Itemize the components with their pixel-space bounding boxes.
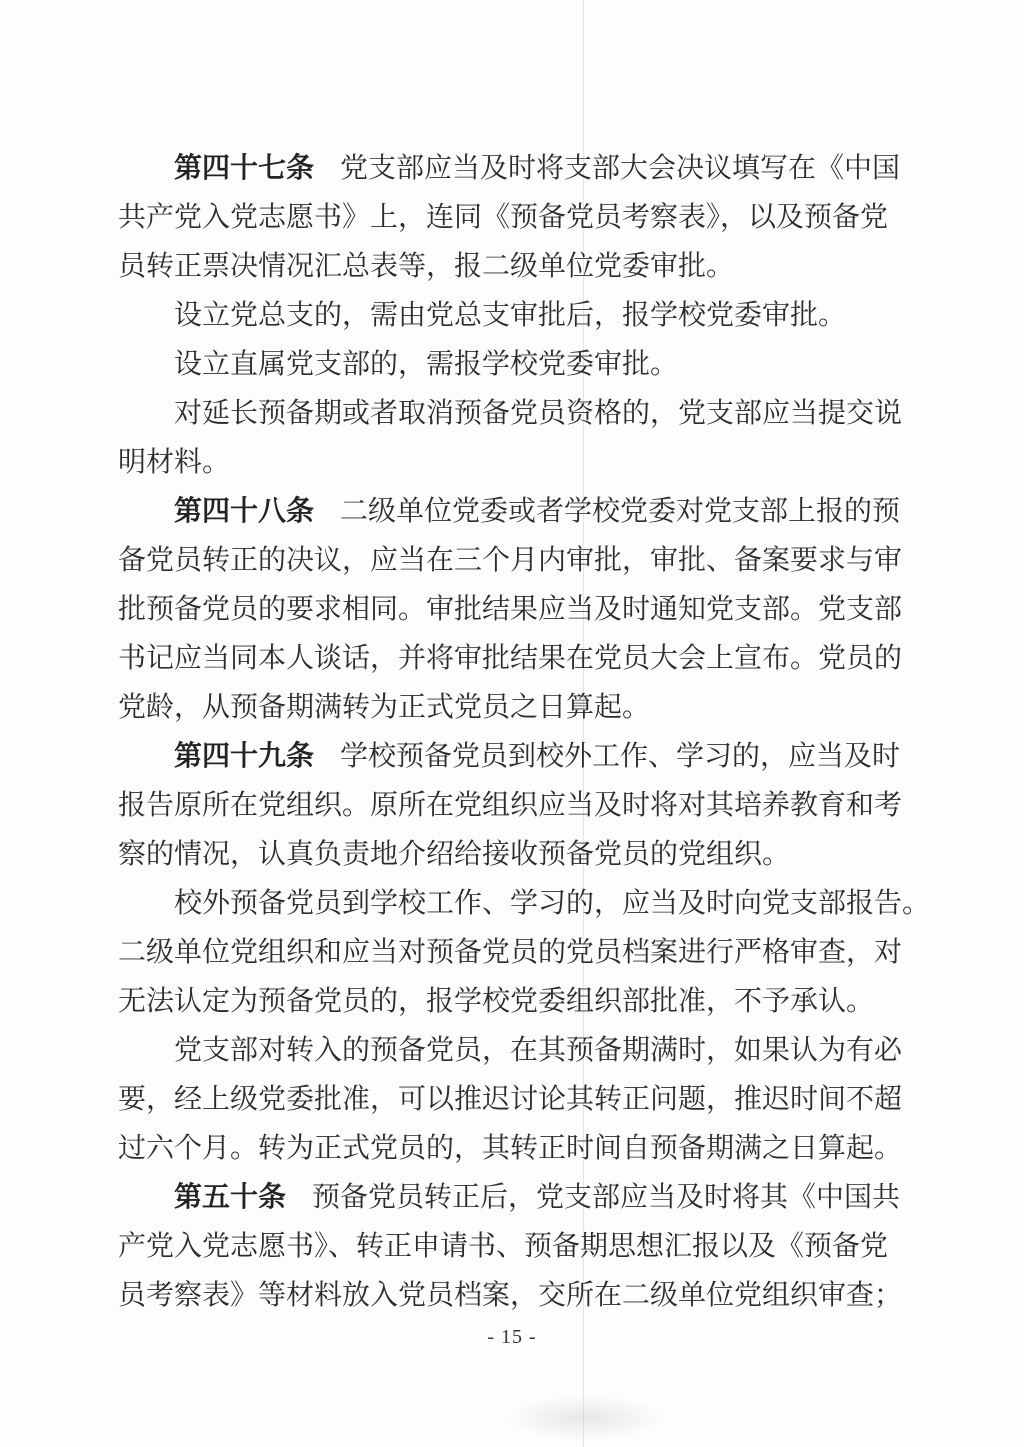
text-run: 学校预备党员到校外工作、学习的，应当及时 xyxy=(340,741,901,772)
article-number: 第五十条 xyxy=(174,1182,287,1213)
text-line xyxy=(118,144,906,193)
text-line: 批预备党员的要求相同。审批结果应当及时通知党支部。党支部 xyxy=(118,594,903,625)
paragraph xyxy=(118,291,906,340)
text-line: 明材料。 xyxy=(118,447,231,478)
page-number: - 15 - xyxy=(487,1326,537,1348)
text-line: 员考察表》等材料放入党员档案，交所在二级单位党组织审查； xyxy=(118,1280,903,1311)
paragraph-article-50 xyxy=(118,1173,906,1320)
text-line xyxy=(118,487,906,536)
text-line xyxy=(118,1173,906,1222)
article-number: 第四十九条 xyxy=(174,741,315,772)
text-line: 书记应当同本人谈话，并将审批结果在党员大会上宣布。党员的 xyxy=(118,643,903,674)
scan-smudge xyxy=(505,1395,665,1441)
text-line: 员转正票决情况汇总表等，报二级单位党委审批。 xyxy=(118,251,735,282)
text-line xyxy=(118,732,906,781)
text-line: 备党员转正的决议，应当在三个月内审批，审批、备案要求与审 xyxy=(118,545,903,576)
paragraph-article-47 xyxy=(118,144,906,291)
text-run: 二级单位党委或者学校党委对党支部上报的预 xyxy=(340,496,901,527)
paragraph xyxy=(118,1026,906,1173)
text-line: 共产党入党志愿书》上，连同《预备党员考察表》，以及预备党 xyxy=(118,202,889,233)
article-number: 第四十七条 xyxy=(174,153,315,184)
text-line: 党龄，从预备期满转为正式党员之日算起。 xyxy=(118,692,651,723)
paragraph xyxy=(118,340,906,389)
text-run: 党支部应当及时将支部大会决议填写在《中国 xyxy=(340,153,901,184)
text-line: 要，经上级党委批准，可以推迟讨论其转正问题，推迟时间不超 xyxy=(118,1084,903,1115)
text-line: 无法认定为预备党员的，报学校党委组织部批准，不予承认。 xyxy=(118,986,875,1017)
text-line: 校外预备党员到学校工作、学习的，应当及时向党支部报告。 xyxy=(174,888,931,919)
paragraph xyxy=(118,879,931,1026)
text-line: 党支部对转入的预备党员，在其预备期满时，如果认为有必 xyxy=(174,1035,903,1066)
document-body xyxy=(118,144,931,1320)
text-line: 设立党总支的，需由党总支审批后，报学校党委审批。 xyxy=(174,300,847,331)
paragraph-article-48 xyxy=(118,487,906,732)
text-line: 察的情况，认真负责地介绍给接收预备党员的党组织。 xyxy=(118,839,791,870)
text-line: 过六个月。转为正式党员的，其转正时间自预备期满之日算起。 xyxy=(118,1133,903,1164)
text-line: 报告原所在党组织。原所在党组织应当及时将对其培养教育和考 xyxy=(118,790,903,821)
text-line: 对延长预备期或者取消预备党员资格的，党支部应当提交说 xyxy=(174,398,903,429)
text-run: 预备党员转正后，党支部应当及时将其《中国共 xyxy=(312,1182,901,1213)
text-line: 二级单位党组织和应当对预备党员的党员档案进行严格审查，对 xyxy=(118,937,903,968)
paragraph xyxy=(118,389,906,487)
article-number: 第四十八条 xyxy=(174,496,315,527)
text-line: 设立直属党支部的，需报学校党委审批。 xyxy=(174,349,679,380)
text-line: 产党入党志愿书》、转正申请书、预备期思想汇报以及《预备党 xyxy=(118,1231,889,1262)
paragraph-article-49 xyxy=(118,732,906,879)
